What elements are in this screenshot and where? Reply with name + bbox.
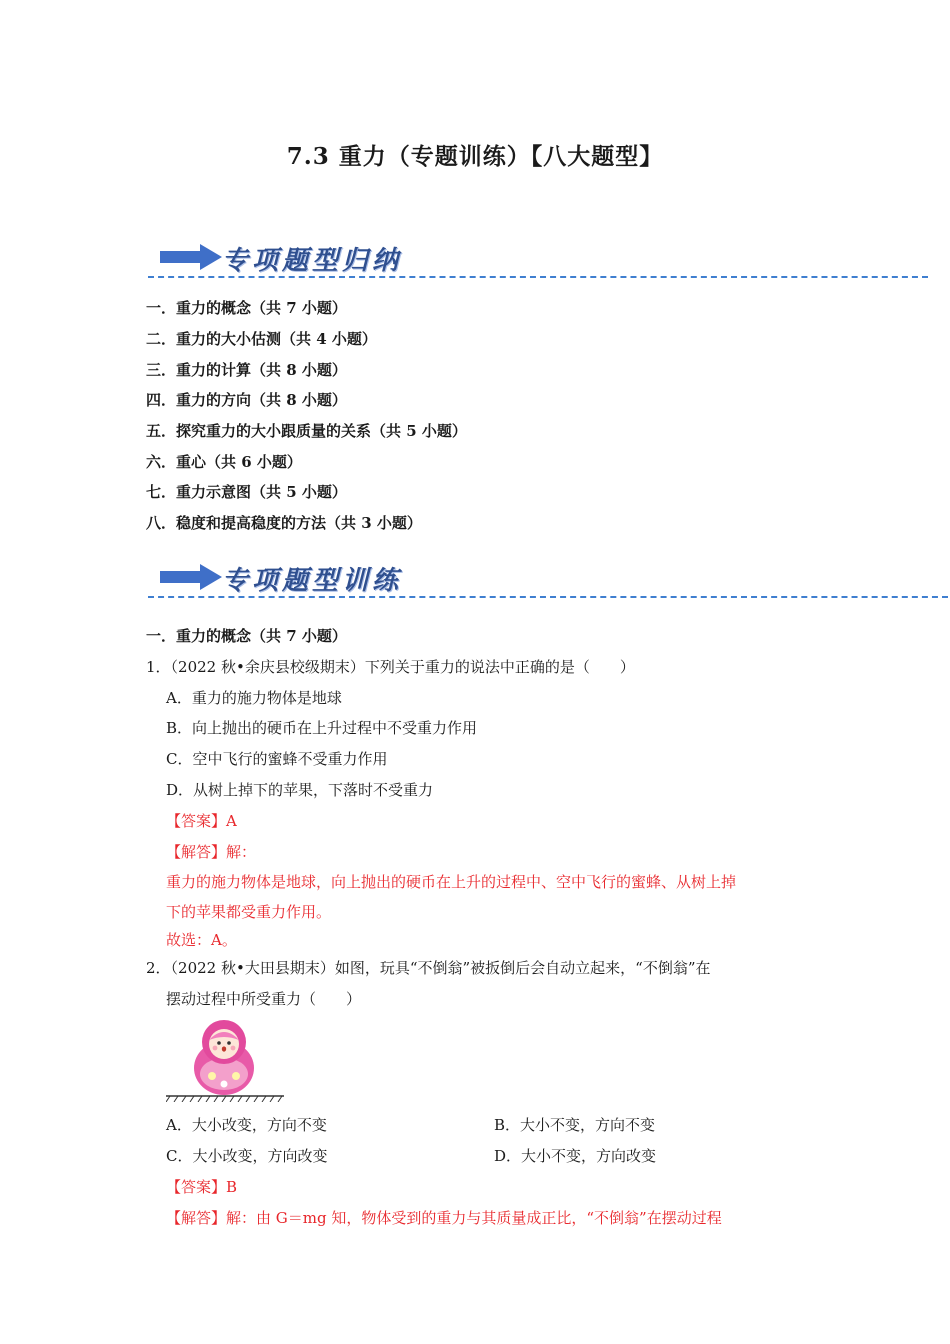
- toc-item: 七．重力示意图（共 5 小题）: [146, 483, 347, 501]
- option-d: D．从树上掉下的苹果，下落时不受重力: [166, 781, 434, 799]
- question-stem: 摆动过程中所受重力（ ）: [166, 990, 362, 1008]
- question-stem: 1．（2022 秋•余庆县校级期末）下列关于重力的说法中正确的是（ ）: [146, 658, 635, 676]
- answer-tag: 【答案】: [166, 1178, 227, 1196]
- dashed-divider: [148, 596, 948, 598]
- option-b: B．大小不变，方向不变: [494, 1116, 656, 1134]
- toc-item: 六．重心（共 6 小题）: [146, 453, 302, 471]
- banner-summary-label: 专项题型归纳: [222, 246, 403, 276]
- solution-text: 重力的施力物体是地球，向上抛出的硬币在上升的过程中、空中飞行的蜜蜂、从树上掉: [166, 873, 737, 891]
- section-banner-summary: [148, 236, 928, 282]
- solution-choice: 故选：A。: [166, 931, 237, 949]
- solution-tag: 【解答】: [166, 843, 227, 861]
- section-banner-training: [148, 556, 928, 602]
- answer-value: A: [226, 812, 237, 830]
- tumbler-toy-illustration: [166, 1018, 284, 1102]
- solution-tag: 【解答】: [166, 1209, 227, 1227]
- toc-item: 四．重力的方向（共 8 小题）: [146, 391, 347, 409]
- solution-text: 下的苹果都受重力作用。: [166, 903, 332, 921]
- option-c: C．空中飞行的蜜蜂不受重力作用: [166, 750, 388, 768]
- answer-line: [166, 811, 237, 831]
- dashed-divider: [148, 276, 928, 278]
- solution-text: 解：由 G＝mg 知，物体受到的重力与其质量成正比，“不倒翁”在摆动过程: [226, 1209, 722, 1227]
- toc-item: 二．重力的大小估测（共 4 小题）: [146, 330, 377, 348]
- page-title: 7.3 重力（专题训练）【八大题型】: [286, 143, 664, 170]
- arrow-icon: [160, 244, 222, 270]
- option-a: A．大小改变，方向不变: [166, 1116, 327, 1134]
- toc-item: 八．稳度和提高稳度的方法（共 3 小题）: [146, 514, 422, 532]
- option-c: C．大小改变，方向改变: [166, 1147, 328, 1165]
- option-b: B．向上抛出的硬币在上升过程中不受重力作用: [166, 719, 478, 737]
- option-d: D．大小不变，方向改变: [494, 1147, 657, 1165]
- option-a: A．重力的施力物体是地球: [166, 689, 342, 707]
- solution-line: [166, 842, 256, 862]
- toc-item: 三．重力的计算（共 8 小题）: [146, 361, 347, 379]
- question-stem: 2．（2022 秋•大田县期末）如图，玩具“不倒翁”被扳倒后会自动立起来，“不倒翁”在: [146, 959, 711, 977]
- section-heading: 一．重力的概念（共 7 小题）: [146, 627, 347, 645]
- answer-value: B: [226, 1178, 238, 1196]
- banner-training-label: 专项题型训练: [222, 566, 403, 596]
- toc-item: 一．重力的概念（共 7 小题）: [146, 299, 347, 317]
- solution-lead: 解：: [226, 843, 257, 861]
- answer-tag: 【答案】: [166, 812, 227, 830]
- toc-item: 五．探究重力的大小跟质量的关系（共 5 小题）: [146, 422, 467, 440]
- solution-line: [166, 1208, 722, 1228]
- answer-line: [166, 1177, 237, 1197]
- arrow-icon: [160, 564, 222, 590]
